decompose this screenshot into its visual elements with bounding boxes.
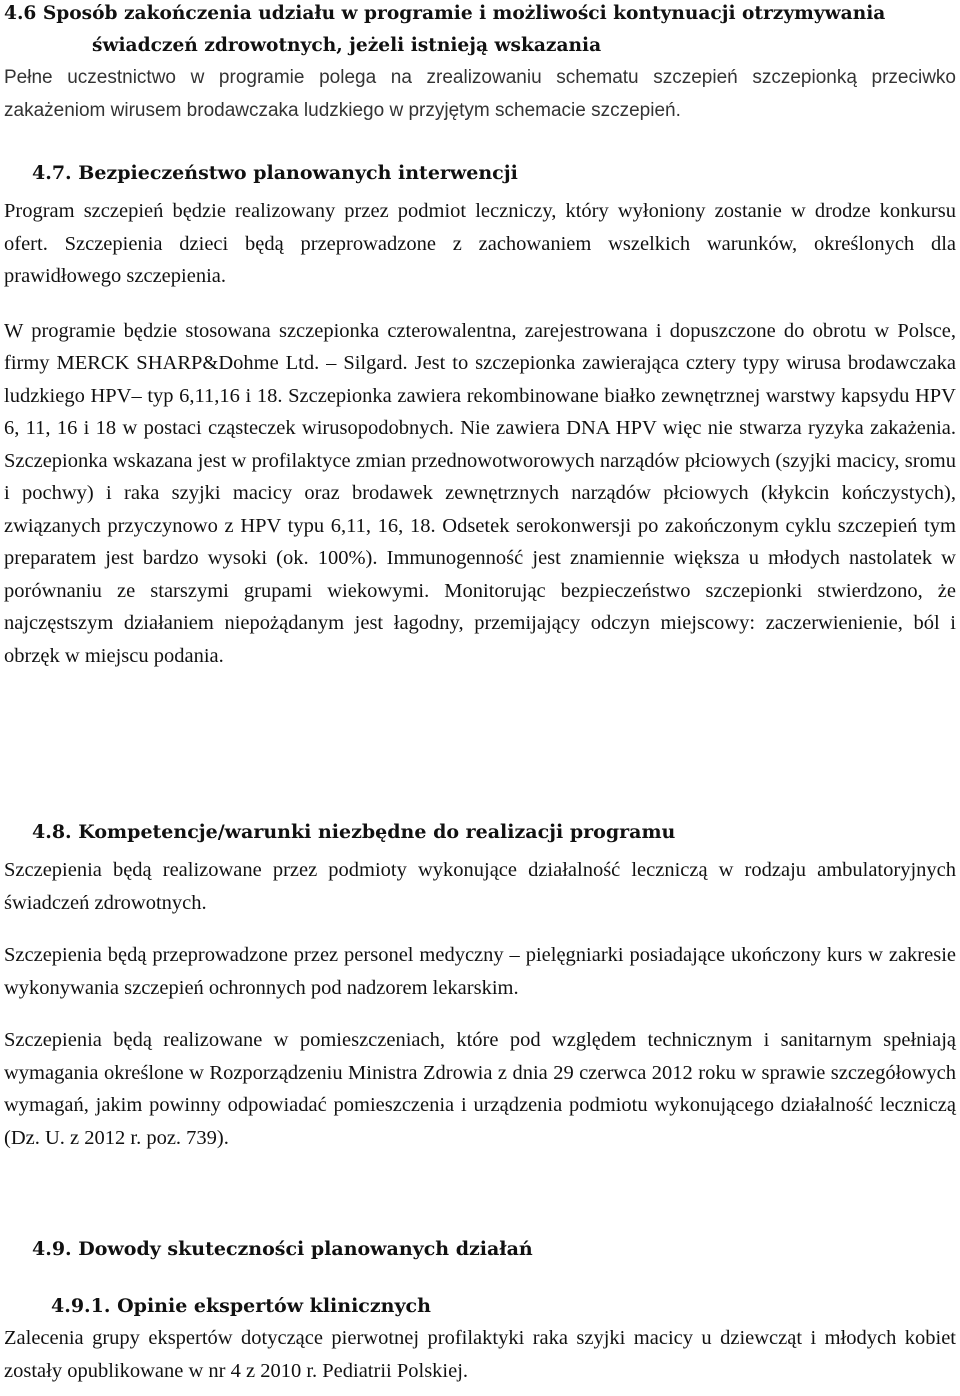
section-4-6-paragraph: Pełne uczestnictwo w programie polega na zrealizowaniu schematu szczepień szczepionką przeciwko zakażeniom wirusem brodawczaka ludzkiego w przyjętym schemacie szczepień. (4, 67, 956, 121)
section-4-6 (4, 0, 956, 127)
section-4-9 (4, 1233, 956, 1387)
section-4-8-heading: 4.8. Kompetencje/warunki niezbędne do realizacji programu (32, 821, 676, 843)
section-4-9-heading: 4.9. Dowody skuteczności planowanych działań (32, 1238, 533, 1260)
section-4-8-paragraph-3: Szczepienia będą realizowane w pomieszczeniach, które pod względem technicznym i sanitarnym spełniają wymagania określone w Rozporządzeniu Ministra Zdrowia z dnia 29 czerwca 2012 roku w sprawie szczegółowych wymagań, jakim powinny odpowiadać pomieszczenia i urządzenia podmiotu wykonującego działalność leczniczą (Dz. U. z 2012 r. poz. 739). (4, 1029, 956, 1149)
section-4-9-1-paragraph: Zalecenia grupy ekspertów dotyczące pierwotnej profilaktyki raka szyjki macicy u dziewcząt i młodych kobiet zostały opublikowane w nr 4 z 2010 r. Pediatrii Polskiej. (4, 1327, 956, 1382)
section-4-8 (4, 816, 956, 1154)
section-4-6-heading-line2: świadczeń zdrowotnych, jeżeli istnieją wskazania (92, 35, 602, 56)
section-4-7-paragraph-2: W programie będzie stosowana szczepionka czterowalentna, zarejestrowana i dopuszczone do obrotu w Polsce, firmy MERCK SHARP&Dohme Ltd. – Silgard. Jest to szczepionka zawierająca cztery typy wirusa brodawczaka ludzkiego HPV– typ 6,11,16 i 18. Szczepionka zawiera rekombinowane białko zewnętrznej warstwy kapsydu HPV 6, 11, 16 i 18 w postaci cząsteczek wirusopodobnych. Nie zawiera DNA HPV więc nie stwarza ryzyka zakażenia. Szczepionka wskazana jest w profilaktyce zmian przednowotworowych narządów płciowych (szyjki macicy, sromu i pochwy) i raka szyjki macicy oraz brodawek zewnętrznych narządów płciowych (kłykcin kończystych), związanych przyczynowo z HPV typu 6,11, 16, 18. Odsetek serokonwersji po zakończonym cyklu szczepień tym preparatem jest bardzo wysoki (ok. 100%). Immunogenność jest znamiennie większa u młodych nastolatek w porównaniu ze starszymi grupami wiekowymi. Monitorując bezpieczeństwo szczepionki stwierdzono, że najczęstszym działaniem niepożądanym jest łagodny, przemijający odczyn miejscowy: zaczerwienienie, ból i obrzęk w miejscu podania. (4, 319, 956, 667)
section-4-7 (4, 157, 956, 672)
section-4-7-paragraph-1: Program szczepień będzie realizowany przez podmiot leczniczy, który wyłoniony zostanie w drodze konkursu ofert. Szczepienia dzieci będą przeprowadzone z zachowaniem wszelkich warunków, określonych dla prawidłowego szczepienia. (4, 200, 956, 287)
section-4-8-paragraph-1: Szczepienia będą realizowane przez podmioty wykonujące działalność leczniczą w rodzaju ambulatoryjnych świadczeń zdrowotnych. (4, 859, 956, 914)
section-4-8-paragraph-2: Szczepienia będą przeprowadzone przez personel medyczny – pielęgniarki posiadające ukończony kurs w zakresie wykonywania szczepień ochronnych pod nadzorem lekarskim. (4, 944, 956, 999)
section-4-6-heading-line1: 4.6 Sposób zakończenia udziału w programie i możliwości kontynuacji otrzymywania (4, 3, 886, 24)
section-4-7-heading: 4.7. Bezpieczeństwo planowanych interwencji (32, 162, 518, 184)
section-4-9-1-heading: 4.9.1. Opinie ekspertów klinicznych (51, 1295, 431, 1317)
